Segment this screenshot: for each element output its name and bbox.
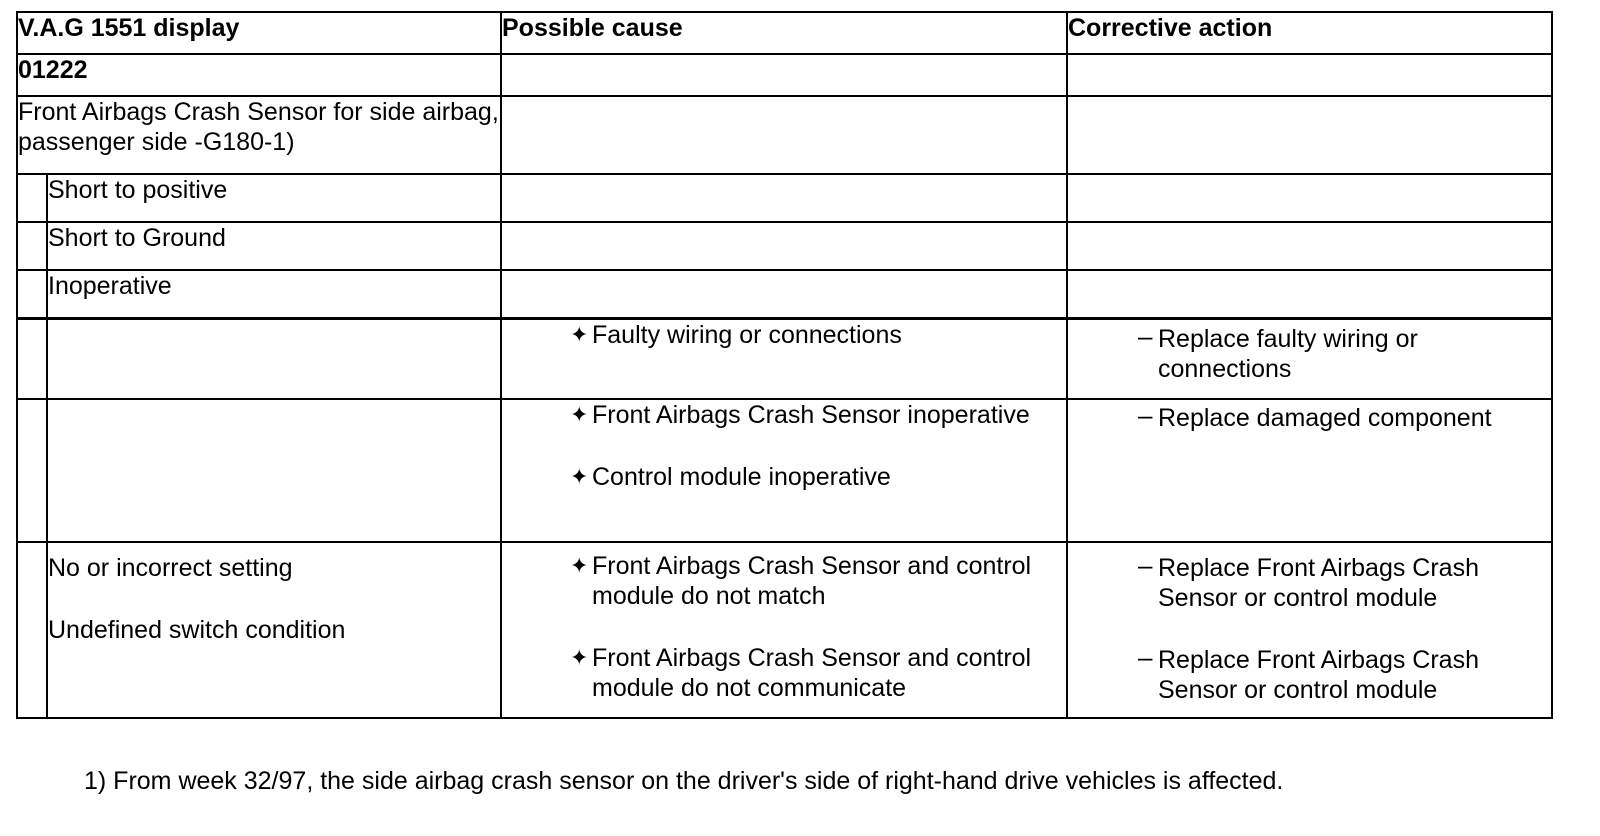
- fault-type: Short to positive: [47, 174, 501, 222]
- empty-cell: [47, 318, 501, 399]
- cause-row: [17, 399, 1552, 542]
- indent-cell: [17, 270, 47, 318]
- possible-cause-cell: [501, 399, 1067, 542]
- indent-cell: [17, 399, 47, 542]
- action-text: Replace Front Airbags Crash Sensor or control module: [1158, 646, 1479, 704]
- fault-type: Inoperative: [47, 270, 501, 318]
- action-item: [1068, 400, 1551, 433]
- empty-cell: [1067, 222, 1552, 270]
- cause-text: Control module inoperative: [592, 463, 891, 491]
- cause-item: [502, 400, 1066, 430]
- header-display: V.A.G 1551 display: [17, 12, 501, 54]
- display-cell: [47, 542, 501, 718]
- header-row: [17, 12, 1552, 54]
- bullet-icon: ✦: [570, 464, 589, 489]
- empty-cell: [1067, 54, 1552, 96]
- dash-icon: –: [1138, 320, 1153, 351]
- cause-text: Front Airbags Crash Sensor and control module do not match: [592, 552, 1032, 610]
- action-item: [1068, 320, 1551, 384]
- cause-text: Front Airbags Crash Sensor inoperative: [592, 401, 1030, 429]
- empty-cell: [1067, 174, 1552, 222]
- action-text: Replace Front Airbags Crash Sensor or control module: [1158, 554, 1479, 612]
- cause-item: [502, 551, 1066, 611]
- action-text: Replace faulty wiring or connections: [1158, 324, 1418, 383]
- indent-cell: [17, 174, 47, 222]
- display-text: Undefined switch condition: [48, 616, 346, 644]
- bullet-icon: ✦: [570, 645, 589, 670]
- cause-item: [502, 643, 1066, 703]
- fault-type-row: [17, 270, 1552, 318]
- empty-cell: [501, 222, 1067, 270]
- empty-cell: [1067, 270, 1552, 318]
- bullet-icon: ✦: [570, 321, 589, 347]
- empty-cell: [501, 270, 1067, 318]
- header-corrective-action: Corrective action: [1067, 12, 1552, 54]
- bullet-icon: ✦: [570, 402, 589, 427]
- action-item: [1068, 642, 1551, 705]
- corrective-action-cell: [1067, 542, 1552, 718]
- fault-type: Short to Ground: [47, 222, 501, 270]
- diagnostic-table: [16, 11, 1553, 719]
- footnote: 1) From week 32/97, the side airbag crash sensor on the driver's side of right-hand drive vehicles is affected.: [84, 767, 1284, 795]
- component-name: Front Airbags Crash Sensor for side airbag, passenger side -G180-1): [17, 96, 501, 174]
- corrective-action-cell: [1067, 399, 1552, 542]
- action-text: Replace damaged component: [1158, 404, 1492, 432]
- cause-item: [502, 462, 1066, 492]
- corrective-action-cell: [1067, 318, 1552, 399]
- empty-cell: [47, 399, 501, 542]
- header-possible-cause: Possible cause: [501, 12, 1067, 54]
- display-text: No or incorrect setting: [48, 554, 293, 582]
- cause-row: [17, 542, 1552, 718]
- bullet-icon: ✦: [570, 553, 589, 578]
- dash-icon: –: [1138, 400, 1153, 430]
- dash-icon: –: [1138, 642, 1153, 672]
- cause-text: Front Airbags Crash Sensor and control module do not communicate: [592, 644, 1032, 702]
- empty-cell: [1067, 96, 1552, 174]
- fault-code: 01222: [17, 54, 501, 96]
- empty-cell: [501, 96, 1067, 174]
- action-item: [1068, 550, 1551, 613]
- cause-text: Faulty wiring or connections: [592, 320, 902, 349]
- indent-cell: [17, 318, 47, 399]
- fault-type-row: [17, 222, 1552, 270]
- possible-cause-cell: [501, 318, 1067, 399]
- possible-cause-cell: [501, 542, 1067, 718]
- fault-code-row: [17, 54, 1552, 96]
- component-row: [17, 96, 1552, 174]
- indent-cell: [17, 222, 47, 270]
- empty-cell: [501, 54, 1067, 96]
- fault-type-row: [17, 174, 1552, 222]
- indent-cell: [17, 542, 47, 718]
- cause-item: [502, 320, 1066, 350]
- empty-cell: [501, 174, 1067, 222]
- dash-icon: –: [1138, 550, 1153, 580]
- cause-row: [17, 318, 1552, 399]
